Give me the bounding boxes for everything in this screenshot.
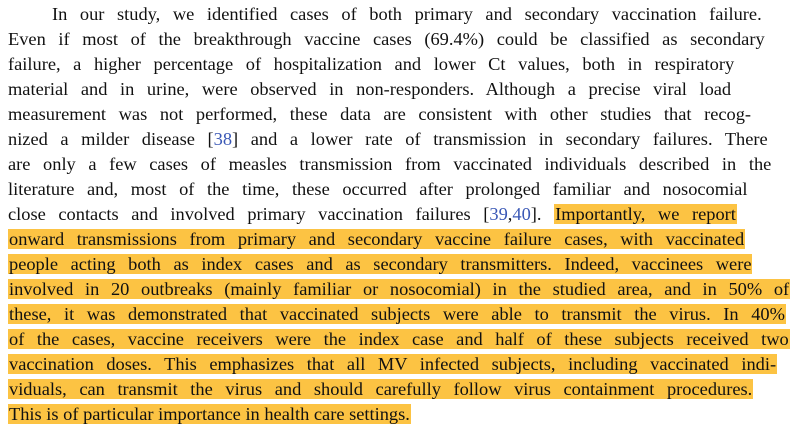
body-text: Even if most of the breakthrough vaccine cases (69.4%) could be classified as secondary xyxy=(8,29,765,49)
text-line xyxy=(8,352,777,377)
highlighted-text: of the cases, vaccine receivers were the index case and half of these subjects received two xyxy=(9,329,789,349)
body-text: , xyxy=(507,204,513,224)
highlighted-text: viduals, can transmit the virus and should carefully follow virus containment procedures. xyxy=(9,379,753,399)
body-text: literature and, most of the time, these occurred after prolonged familiar and nosocomial xyxy=(8,179,748,199)
highlighted-text: these, it was demonstrated that vaccinated subjects were able to transmit the virus. In 40% xyxy=(9,304,785,324)
text-line xyxy=(8,227,745,252)
text-line xyxy=(8,102,751,127)
body-text: failure, a higher percentage of hospitalization and lower Ct values, both in respiratory xyxy=(8,54,735,74)
body-text: ] and a lower rate of transmission in secondary failures. There xyxy=(232,129,768,149)
highlighted-text: people acting both as index cases and as secondary transmitters. Indeed, vaccinees were xyxy=(9,254,752,274)
body-text: close contacts and involved primary vaccination failures [ xyxy=(8,204,490,224)
body-text: In our study, we identified cases of both primary and secondary vaccination failure. xyxy=(52,4,762,24)
highlighted-text: involved in 20 outbreaks (mainly familiar or nosocomial) in the studied area, and in 50% of xyxy=(9,279,790,299)
highlighted-text: This is of particular importance in health care settings. xyxy=(9,404,410,424)
body-text: nized a milder disease [ xyxy=(8,129,214,149)
text-line xyxy=(8,377,753,402)
citation-link[interactable]: 38 xyxy=(213,129,233,149)
text-line xyxy=(8,202,737,227)
text-line xyxy=(8,302,786,327)
highlighted-text: vaccination doses. This emphasizes that all MV infected subjects, including vaccinated indi- xyxy=(9,354,777,374)
highlighted-text: onward transmissions from primary and secondary vaccine failure cases, with vaccinated xyxy=(9,229,745,249)
text-line xyxy=(8,277,790,302)
citation-link[interactable]: 40 xyxy=(512,204,531,224)
text-line xyxy=(8,127,768,152)
text-line xyxy=(8,177,747,202)
highlighted-text: Importantly, we report xyxy=(555,204,736,224)
text-line xyxy=(8,52,734,77)
text-line xyxy=(8,252,752,277)
text-line xyxy=(8,77,731,102)
text-line xyxy=(8,327,790,352)
body-text: material and in urine, were observed in non-responders. Although a precise viral load xyxy=(8,79,732,99)
text-line xyxy=(8,152,771,177)
body-text: ]. xyxy=(530,204,555,224)
citation-link[interactable]: 39 xyxy=(489,204,508,224)
text-line xyxy=(8,27,765,52)
text-line xyxy=(8,402,411,427)
text-line xyxy=(52,2,762,27)
body-text: measurement was not performed, these data are consistent with other studies that recog- xyxy=(8,104,752,124)
body-text: are only a few cases of measles transmission from vaccinated individuals described in the xyxy=(8,154,772,174)
